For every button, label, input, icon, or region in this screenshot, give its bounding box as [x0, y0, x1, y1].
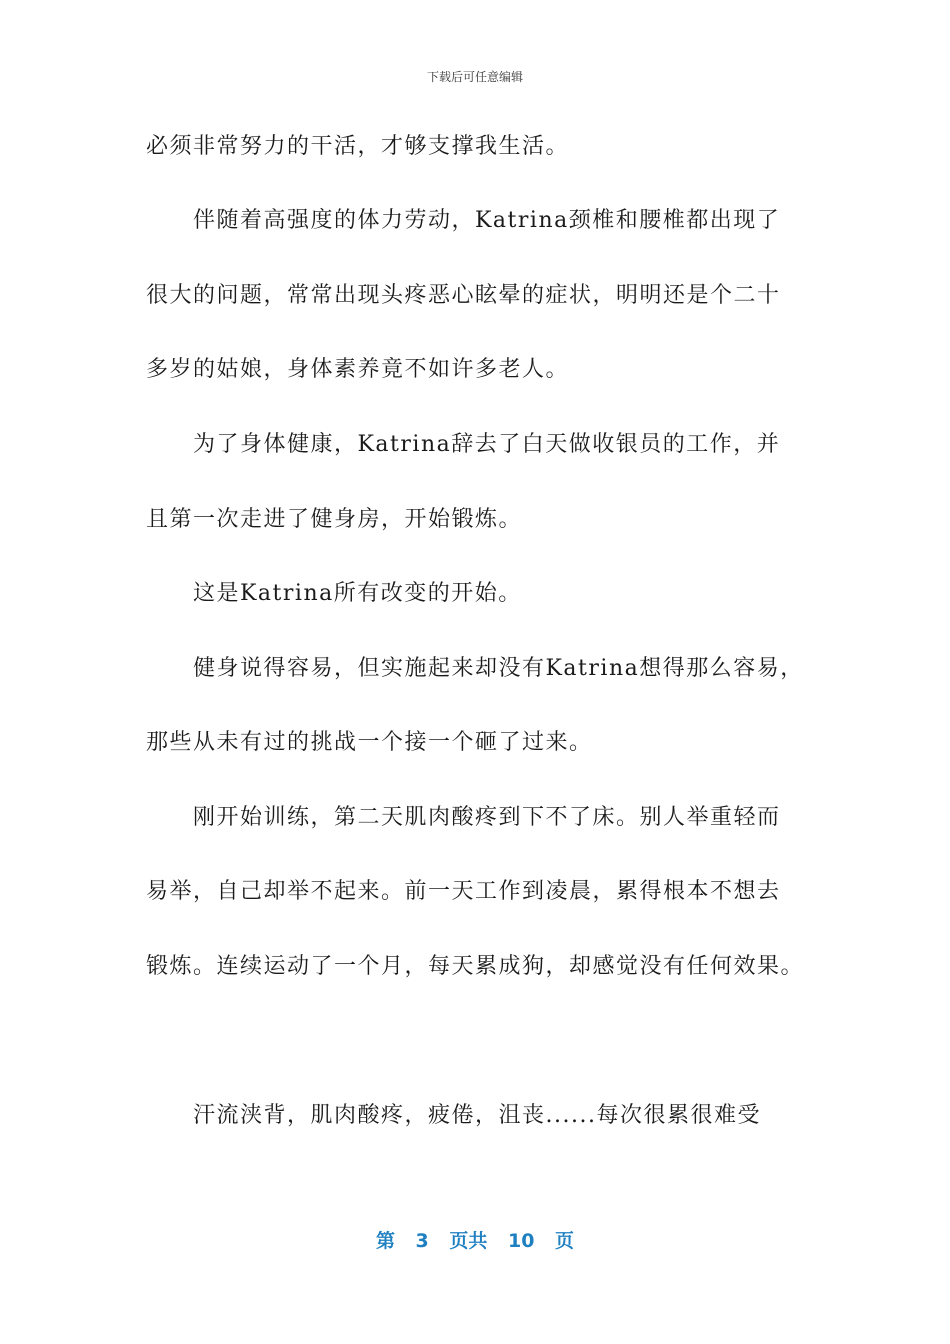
- page-number-footer: 第 3 页共 10 页: [375, 1230, 575, 1252]
- paragraph-line: 汗流浃背，肌肉酸疼，疲倦，沮丧......每次很累很难受: [193, 1103, 761, 1128]
- paragraph-line: 这是Katrina所有改变的开始。: [193, 581, 522, 606]
- header-note: 下载后可任意编辑: [426, 70, 523, 84]
- paragraph-line: 为了身体健康，Katrina辞去了白天做收银员的工作，并: [193, 432, 781, 457]
- paragraph-line: 伴随着高强度的体力劳动，Katrina颈椎和腰椎都出现了: [193, 208, 781, 233]
- paragraph-line: 刚开始训练，第二天肌肉酸疼到下不了床。别人举重轻而: [193, 805, 781, 830]
- paragraph-line: 多岁的姑娘，身体素养竟不如许多老人。: [146, 357, 570, 382]
- paragraph-line: 必须非常努力的干活，才够支撑我生活。: [146, 134, 570, 159]
- paragraph-line: 健身说得容易，但实施起来却没有Katrina想得那么容易，: [193, 656, 804, 681]
- paragraph-line: 易举，自己却举不起来。前一天工作到凌晨，累得根本不想去: [146, 879, 781, 904]
- paragraph-line: 很大的问题，常常出现头疼恶心眩晕的症状，明明还是个二十: [146, 283, 781, 308]
- paragraph-line: 那些从未有过的挑战一个接一个砸了过来。: [146, 730, 593, 755]
- paragraph-line: 且第一次走进了健身房，开始锻炼。: [146, 507, 523, 532]
- paragraph-line: 锻炼。连续运动了一个月，每天累成狗，却感觉没有任何效果。: [146, 954, 805, 979]
